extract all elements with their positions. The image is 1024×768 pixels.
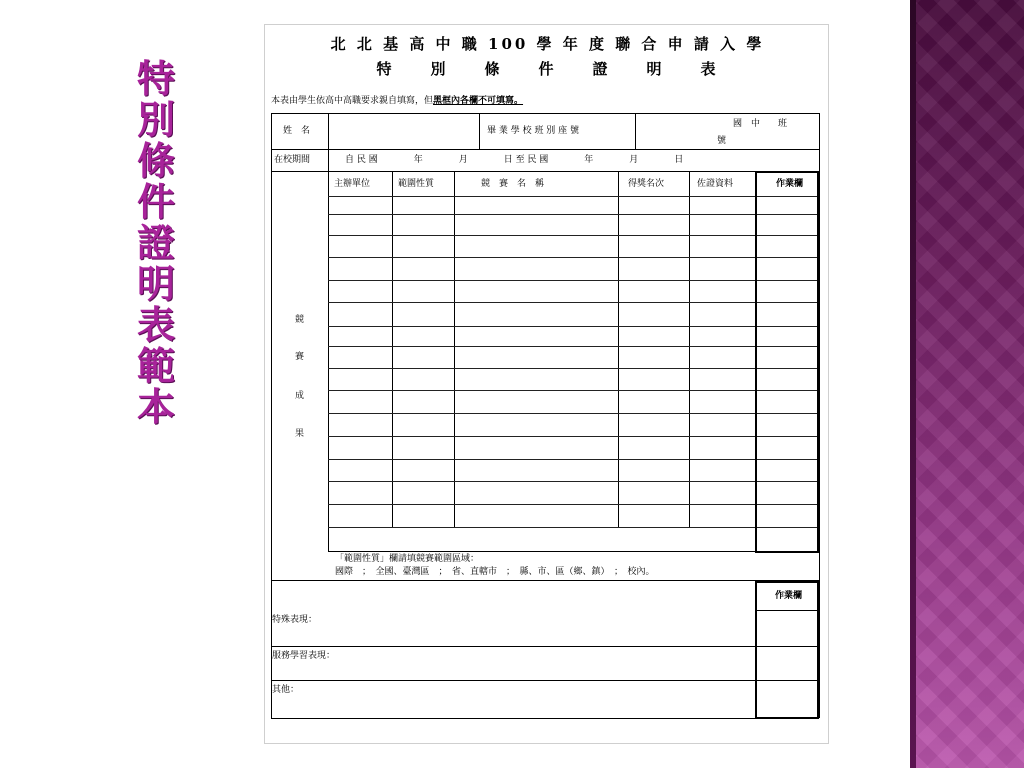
competition-row-line <box>328 368 819 369</box>
form-sheet <box>264 24 829 744</box>
header-rank: 得獎名次 <box>628 179 665 189</box>
competition-row-line <box>328 527 819 528</box>
table-rule <box>271 149 819 150</box>
competition-row-line <box>328 235 819 236</box>
slide-title <box>128 58 184 427</box>
table-divider <box>328 171 329 552</box>
table-rule <box>271 580 819 581</box>
table-divider <box>328 113 329 149</box>
table-rule <box>271 646 819 647</box>
period-text: 自 民 國 年 月 日 至 民 國 年 月 日 <box>345 155 684 165</box>
side-title-char: 條 <box>136 138 175 183</box>
decorative-band <box>910 0 1024 768</box>
competition-row-line <box>328 413 819 414</box>
competition-row-line <box>328 390 819 391</box>
header-competition-name: 競 賽 名 稱 <box>481 179 545 189</box>
table-rule <box>757 610 817 611</box>
period-label: 在校期間 <box>274 155 311 165</box>
table-divider <box>328 149 329 171</box>
special-performance-label: 特殊表現： <box>272 615 318 625</box>
header-evidence: 佐證資料 <box>697 179 734 189</box>
side-title-char: 件 <box>136 179 175 224</box>
instruction-emphasis: 黑框內各欄不可填寫。 <box>433 96 524 106</box>
form-title: 北 北 基 高 中 職 100 學 年 度 聯 合 申 請 入 學 <box>330 35 765 53</box>
form-instruction <box>271 93 523 106</box>
side-title-char: 範 <box>136 343 175 388</box>
table-rule <box>271 113 819 114</box>
table-border-left <box>271 113 272 718</box>
table-divider <box>689 171 690 527</box>
scope-note: 「範圍性質」欄請填競賽範圍區域： <box>335 554 480 564</box>
decorative-band-edge <box>910 0 916 768</box>
competition-row-line <box>328 280 819 281</box>
work-column-label: 作業欄 <box>775 591 803 601</box>
competition-row-line <box>328 346 819 347</box>
table-rule <box>271 718 819 719</box>
school-label: 畢 業 學 校 班 別 座 號 <box>487 126 580 136</box>
class-label: 國 中 班 <box>733 119 788 129</box>
competition-row-line <box>328 326 819 327</box>
table-rule <box>271 680 819 681</box>
competition-row-line <box>328 214 819 215</box>
table-divider <box>635 113 636 149</box>
seat-label: 號 <box>717 136 727 146</box>
work-column-box <box>755 171 819 553</box>
table-divider <box>454 171 455 527</box>
table-divider <box>618 171 619 527</box>
side-title-char: 明 <box>136 261 175 306</box>
competition-row-line <box>328 504 819 505</box>
side-title-char: 本 <box>136 384 175 429</box>
header-scope: 範圍性質 <box>398 179 435 189</box>
competition-row-line <box>328 459 819 460</box>
service-learning-label: 服務學習表現： <box>272 651 336 661</box>
table-rule <box>271 171 819 172</box>
name-label: 姓 名 <box>283 126 311 136</box>
section-label-char: 成 <box>295 391 305 401</box>
side-title-char: 別 <box>136 97 175 142</box>
scope-options: 國際 ； 全國、臺灣區 ； 省、直轄市 ； 縣、市、區（鄉、鎮） ； 校內。 <box>335 567 655 577</box>
header-organizer: 主辦單位 <box>334 179 371 189</box>
side-title-char: 表 <box>136 302 175 347</box>
other-label: 其他： <box>272 685 300 695</box>
side-title-char: 特 <box>136 56 175 101</box>
table-divider <box>392 171 393 527</box>
form-subtitle: 特 別 條 件 證 明 表 <box>376 60 719 78</box>
competition-row-line <box>328 436 819 437</box>
competition-row-line <box>328 551 819 552</box>
section-label-char: 賽 <box>295 352 305 362</box>
competition-row-line <box>328 257 819 258</box>
table-border-right <box>819 113 820 718</box>
table-divider <box>479 113 480 149</box>
competition-row-line <box>328 302 819 303</box>
header-work-column: 作業欄 <box>776 179 804 189</box>
competition-row-line <box>328 196 819 197</box>
competition-row-line <box>328 481 819 482</box>
side-title-char: 證 <box>136 220 175 265</box>
instruction-text: 本表由學生依高中高職要求親自填寫，但 <box>271 96 434 106</box>
section-label-char: 競 <box>295 315 305 325</box>
section-label-char: 果 <box>295 429 305 439</box>
